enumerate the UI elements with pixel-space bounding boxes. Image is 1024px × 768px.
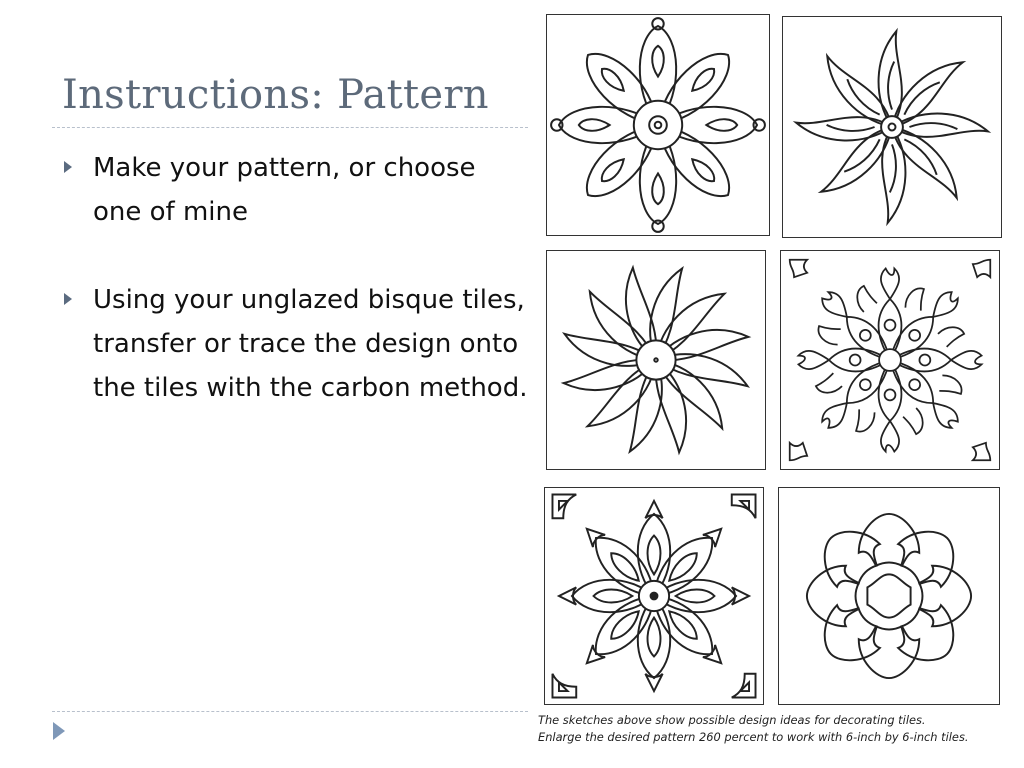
quatrefoil-rosette-drawing xyxy=(545,488,763,704)
ornate-arabesque-drawing xyxy=(781,251,999,469)
tile-pointed-star-flower xyxy=(782,16,1002,238)
caption-line: The sketches above show possible design ideas for decorating tiles. xyxy=(538,713,926,727)
tile-sketches-figure xyxy=(532,0,1024,768)
title-divider xyxy=(52,127,528,128)
tile-lotus-teardrop xyxy=(546,14,770,236)
swirl-sunflower-drawing xyxy=(547,251,765,469)
bullet-text: Using your unglazed bisque tiles, transfer or trace the design onto the tiles with the carbon method. xyxy=(93,285,528,403)
bullet-arrow-icon xyxy=(64,161,72,173)
cloud-medallion-drawing xyxy=(779,488,999,704)
tile-swirl-sunflower xyxy=(546,250,766,470)
footer-divider xyxy=(52,711,528,712)
star-flower-drawing xyxy=(783,17,1001,237)
tile-cloud-medallion xyxy=(778,487,1000,705)
slide-title: Instructions: Pattern xyxy=(62,72,489,118)
bullet-item xyxy=(62,146,532,234)
figure-caption xyxy=(538,712,1008,746)
caption-line: Enlarge the desired pattern 260 percent to work with 6-inch by 6-inch tiles. xyxy=(538,730,969,744)
bullet-arrow-icon xyxy=(64,293,72,305)
tile-quatrefoil-rosette xyxy=(544,487,764,705)
bullet-item xyxy=(62,278,532,410)
lotus-teardrop-drawing xyxy=(547,15,769,235)
tile-ornate-arabesque xyxy=(780,250,1000,470)
bullet-list xyxy=(62,146,532,454)
next-slide-arrow-icon[interactable] xyxy=(53,722,65,740)
bullet-text: Make your pattern, or choose one of mine xyxy=(93,153,476,227)
